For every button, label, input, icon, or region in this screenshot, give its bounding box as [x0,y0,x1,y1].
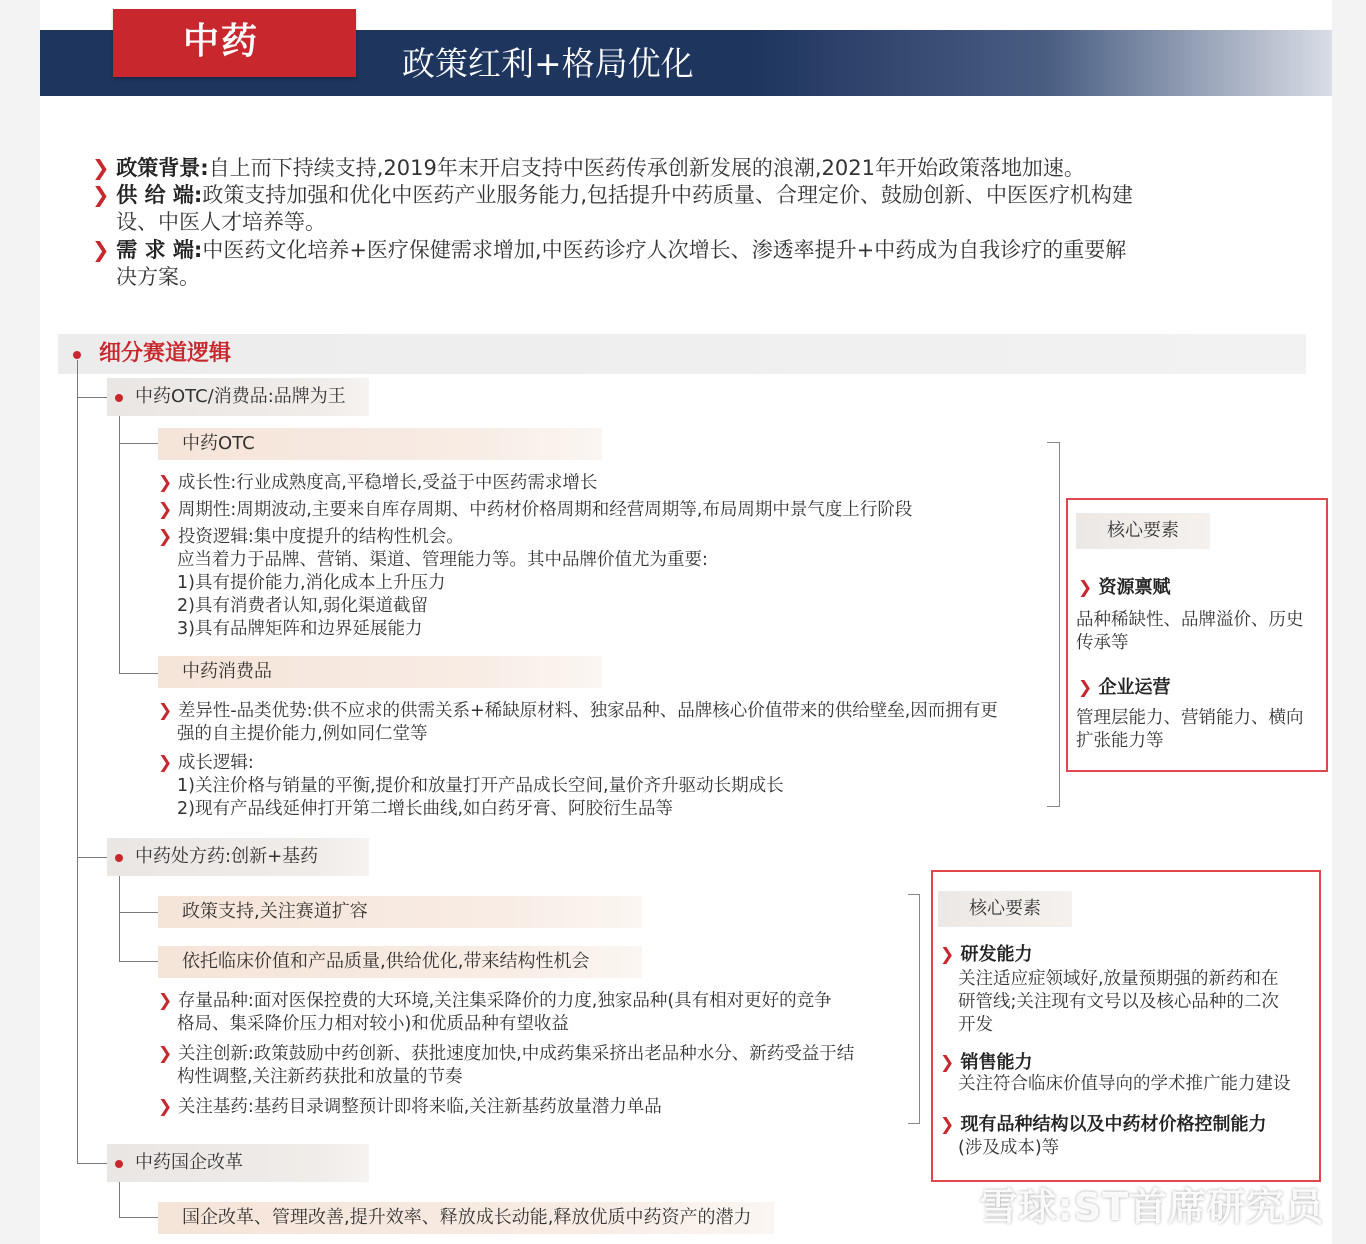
bullet-text-cont: 构性调整,关注新药获批和放量的节奏 [177,1067,463,1087]
bullet-dot-icon [115,394,123,402]
rx-bar-policy: 政策支持,关注赛道扩容 [158,896,642,928]
core-factor-text: 管理层能力、营销能力、横向 [1076,708,1304,728]
subtree-line [119,1182,120,1218]
section-band [58,334,1306,374]
group-title-text: 中药OTC/消费品:品牌为王 [135,386,346,407]
bullet-innovation [158,1043,854,1066]
chevron-right-icon: ❯ [1078,678,1093,698]
chevron-right-icon: ❯ [92,156,110,180]
tree-branch-line [119,912,159,913]
core-factor-heading: 现有品种结构以及中药材价格控制能力 [960,1114,1267,1135]
section-title: 细分赛道逻辑 [99,341,232,366]
chevron-right-icon: ❯ [940,1053,955,1073]
core-factors-title: 核心要素 [1076,513,1210,549]
header-tag: 中药 [113,9,356,77]
subtree-line [119,416,120,674]
chevron-right-icon: ❯ [158,753,173,773]
bullet-stock [158,990,832,1013]
bullet-dot-icon [115,854,123,862]
bracket [908,894,920,1124]
bullet-text-cont: 应当着力于品牌、营销、渠道、管理能力等。其中品牌价值尤为重要: [177,550,708,570]
group-soe-title [107,1144,369,1182]
chevron-right-icon: ❯ [158,1044,173,1064]
rx-bar-clinical: 依托临床价值和产品质量,供给优化,带来结构性机会 [158,946,642,978]
chevron-right-icon: ❯ [158,1097,173,1117]
chevron-right-icon: ❯ [940,945,955,965]
group-otc-title [107,378,369,416]
core-factor-heading: 企业运营 [1098,677,1171,698]
core-factor-sales [940,1051,1033,1075]
core-factor-text: 关注符合临床价值导向的学术推广能力建设 [958,1074,1291,1094]
bracket [1047,442,1060,807]
core-factor-text: 品种稀缺性、品牌溢价、历史 [1076,610,1304,630]
bullet-dot-icon [73,351,81,359]
core-factor-text: (涉及成本)等 [958,1138,1060,1158]
bullet-differentiation [158,700,998,723]
core-factor-text: 关注适应症领域好,放量预期强的新药和在 [958,969,1279,989]
chevron-right-icon: ❯ [158,500,173,520]
bullet-text: 周期性:周期波动,主要来自库存周期、中药材价格周期和经营周期等,布局周期中景气度上行阶段 [177,500,913,520]
bullet-cycle [158,499,912,522]
bullet-growth [158,472,597,495]
bullet-text: 投资逻辑:集中度提升的结构性机会。 [177,527,464,547]
chevron-right-icon: ❯ [1078,578,1093,598]
core-factor-heading: 研发能力 [960,944,1033,965]
intro-text-cont: 设、中医人才培养等。 [116,210,326,234]
bullet-text-cont: 格局、集采降价压力相对较小)和优质品种有望收益 [177,1014,569,1034]
header-title: 政策红利+格局优化 [402,44,694,83]
chevron-right-icon: ❯ [158,527,173,547]
bullet-text-cont: 2)现有产品线延伸打开第二增长曲线,如白药牙膏、阿胶衍生品等 [177,799,674,819]
intro-label: 供 给 端: [116,183,203,207]
chevron-right-icon: ❯ [158,473,173,493]
intro-item-demand [92,236,1126,264]
sub-title-otc: 中药OTC [158,428,602,460]
core-factor-text: 扩张能力等 [1076,731,1164,751]
tree-branch-line [119,961,159,962]
group-title-text: 中药国企改革 [135,1152,243,1173]
intro-text: 自上而下持续支持,2019年末开启支持中医药传承创新发展的浪潮,2021年开始政策落地加速。 [208,156,1085,180]
intro-item-supply [92,181,1133,209]
chevron-right-icon: ❯ [92,183,110,207]
intro-text: 中医药文化培养+医疗保健需求增加,中医药诊疗人次增长、渗透率提升+中药成为自我诊疗的重要解 [202,238,1127,262]
bullet-text-cont: 1)关注价格与销量的平衡,提价和放量打开产品成长空间,量价齐升驱动长期成长 [177,776,784,796]
bullet-text-cont: 1)具有提价能力,消化成本上升压力 [177,573,446,593]
core-factor-text: 传承等 [1076,633,1129,653]
tree-trunk-line [77,360,78,1164]
sub-title-consumer: 中药消费品 [158,656,602,688]
group-title-text: 中药处方药:创新+基药 [135,846,319,867]
intro-text: 政策支持加强和优化中医药产业服务能力,包括提升中药质量、合理定价、鼓励创新、中医医疗机构建 [202,183,1133,207]
core-factor-resource [1078,576,1171,600]
core-factor-operation [1078,676,1171,700]
bullet-text-cont: 强的自主提价能力,例如同仁堂等 [177,724,428,744]
core-factors-title: 核心要素 [938,891,1072,927]
bullet-essential-drugs [158,1096,662,1119]
group-rx-title [107,838,369,876]
soe-bar-reform: 国企改革、管理改善,提升效率、释放成长动能,释放优质中药资产的潜力 [158,1202,774,1234]
tree-branch-line [119,673,159,674]
core-factor-heading: 销售能力 [960,1052,1033,1073]
bullet-text-cont: 2)具有消费者认知,弱化渠道截留 [177,596,429,616]
bullet-text-cont: 3)具有品牌矩阵和边界延展能力 [177,619,423,639]
core-factor-text: 开发 [958,1015,993,1035]
bullet-growth-logic [158,752,254,775]
bullet-text: 成长逻辑: [177,753,254,773]
bullet-text: 差异性-品类优势:供不应求的供需关系+稀缺原材料、独家品种、品牌核心价值带来的供给壁垒,因而拥有更 [177,701,998,721]
tree-branch-line [119,443,159,444]
bullet-text: 成长性:行业成熟度高,平稳增长,受益于中医药需求增长 [177,473,598,493]
core-factor-text: 研管线;关注现有文号以及核心品种的二次 [958,992,1279,1012]
core-factor-structure [940,1113,1267,1137]
core-factor-heading: 资源禀赋 [1098,577,1171,598]
intro-text-cont: 决方案。 [116,265,200,289]
subtree-line [119,876,120,962]
core-factor-rnd [940,943,1033,967]
bullet-text: 存量品种:面对医保控费的大环境,关注集采降价的力度,独家品种(具有相对更好的竞争 [177,991,832,1011]
chevron-right-icon: ❯ [940,1115,955,1135]
bullet-invest [158,526,464,549]
bullet-text: 关注创新:政策鼓励中药创新、获批速度加快,中成药集采挤出老品种水分、新药受益于结 [177,1044,855,1064]
watermark: 雪球:ST首席研究员 [979,1185,1324,1229]
intro-label: 需 求 端: [116,238,203,262]
intro-label: 政策背景: [116,156,209,180]
chevron-right-icon: ❯ [158,991,173,1011]
tree-branch-line [119,1217,159,1218]
bullet-text: 关注基药:基药目录调整预计即将来临,关注新基药放量潜力单品 [177,1097,662,1117]
bullet-dot-icon [115,1160,123,1168]
chevron-right-icon: ❯ [92,238,110,262]
chevron-right-icon: ❯ [158,701,173,721]
intro-item-policy [92,154,1085,182]
